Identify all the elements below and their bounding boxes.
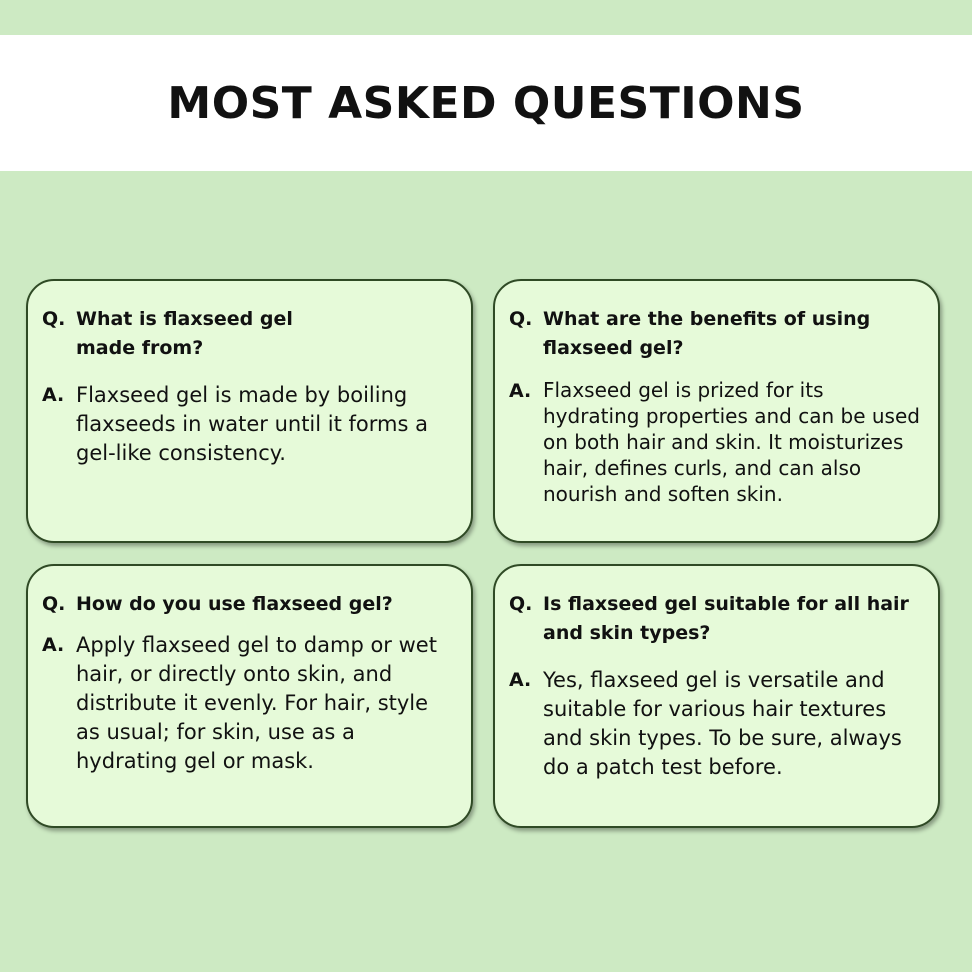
question-text: How do you use flaxseed gel?: [76, 593, 393, 615]
faq-card-1: [26, 279, 473, 543]
question-marker: Q.: [509, 593, 533, 615]
question-row: [42, 305, 457, 363]
question-text: What are the benefits of using flaxseed gel?: [543, 308, 871, 359]
title-banner: [0, 35, 972, 171]
answer-marker: A.: [42, 384, 65, 406]
faq-card-2: [493, 279, 940, 543]
answer-text: Flaxseed gel is made by boiling flaxseeds in water until it forms a gel-like consistency.: [76, 383, 428, 465]
page-title: MOST ASKED QUESTIONS: [167, 77, 805, 129]
question-text: Is flaxseed gel suitable for all hair and skin types?: [543, 593, 909, 644]
answer-marker: A.: [509, 669, 532, 691]
faq-card-4: [493, 564, 940, 828]
question-marker: Q.: [42, 593, 66, 615]
question-text: What is flaxseed gel made from?: [76, 308, 293, 359]
answer-row: [509, 377, 924, 507]
faq-card-3: [26, 564, 473, 828]
answer-row: [509, 666, 924, 782]
question-marker: Q.: [509, 308, 533, 330]
question-row: [509, 305, 924, 363]
answer-row: [42, 381, 457, 468]
question-row: [42, 590, 457, 619]
answer-text: Apply flaxseed gel to damp or wet hair, or directly onto skin, and distribute it evenly. For hair, style as usual; for skin, use as a hydrating gel or mask.: [76, 633, 437, 773]
answer-marker: A.: [42, 634, 65, 656]
question-row: [509, 590, 924, 648]
answer-text: Yes, flaxseed gel is versatile and suitable for various hair textures and skin types. To be sure, always do a patch test before.: [543, 668, 902, 779]
answer-row: [42, 631, 457, 776]
question-marker: Q.: [42, 308, 66, 330]
answer-text: Flaxseed gel is prized for its hydrating properties and can be used on both hair and skin. It moisturizes hair, defines curls, and can also nourish and soften skin.: [543, 378, 920, 506]
answer-marker: A.: [509, 380, 532, 402]
